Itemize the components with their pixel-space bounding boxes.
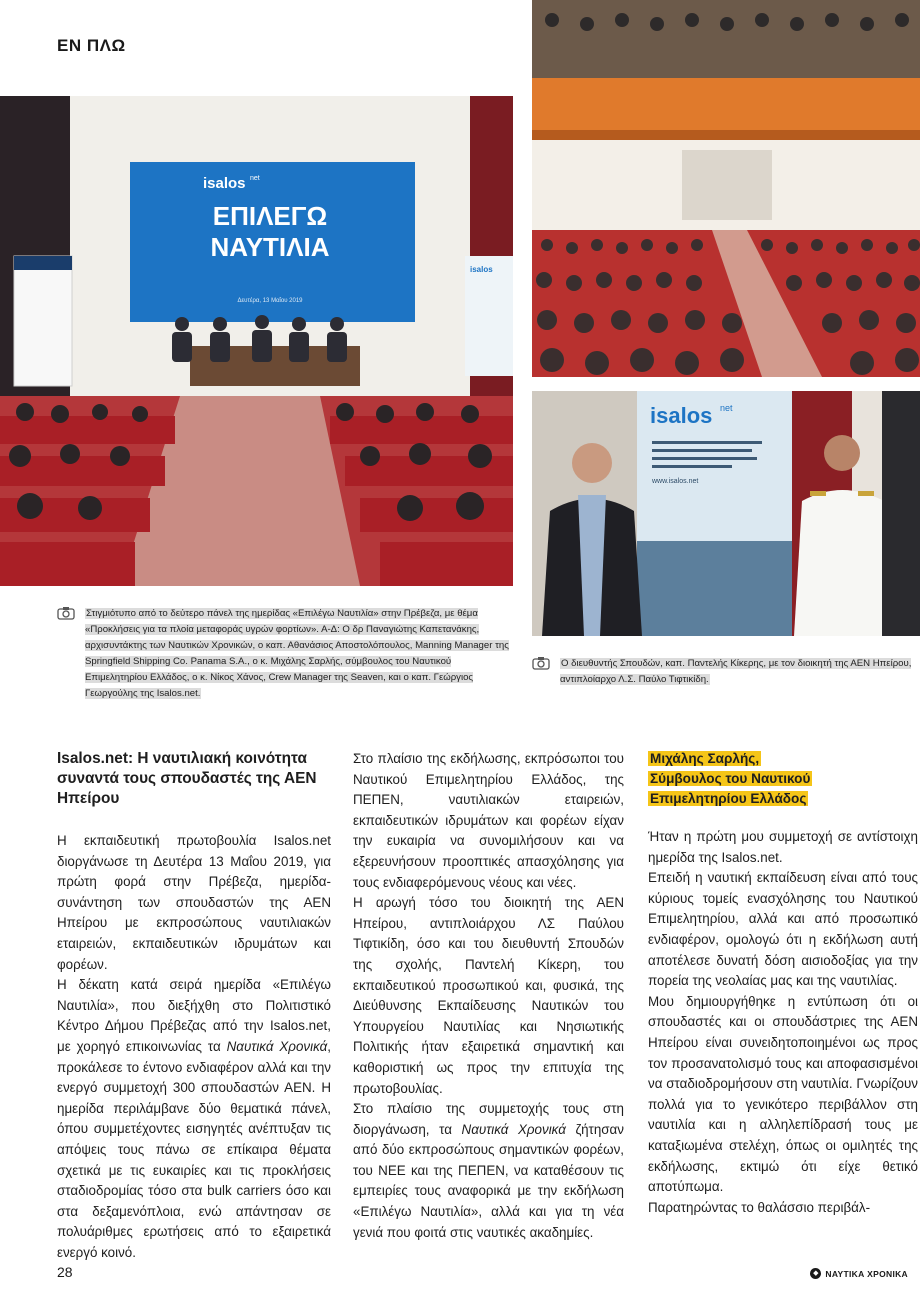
camera-icon (532, 656, 550, 670)
camera-icon (57, 606, 75, 620)
article-paragraph: Επειδή η ναυτική εκπαίδευση είναι από τους κύριους τομείς ενασχόλησης του Ναυτικού Επιμελητηρίου, αλλά και από προσωπικό ενδιαφέρον, ομολογώ ότι η εκδήλωση αυτή αποτέλεσε δυνατή δόση αισιοδοξίας για την πορεία της νεολαίας μας και της ναυτιλίας. (648, 870, 918, 989)
portrait-photo-scene (532, 391, 920, 636)
quote-role-line1: Σύμβουλος του Ναυτικού (650, 771, 811, 786)
banner-logo: isalos (650, 403, 713, 428)
article-paragraph: Μου δημιουργήθηκε η εντύπωση ότι οι σπουδαστές και οι σπουδάστριες της ΑΕΝ Ηπείρου είναι συνειδητοποιημένοι ως προς τον προσανατολισμό τους και αποφασισμένοι να σταδιοδρομήσουν στη ναυτιλία. Γνωρίζουν πολλά για το γενικότερο περιβάλλον στη ναυτιλία και η αλληλεπίδρασή τους με καταξιωμένα στελέχη, όπως οι ομιλητές της εκδήλωσης, εκτιμώ ότι είχε θετικό αποτύπωμα. (648, 993, 918, 1195)
article-paragraph: Στο πλαίσιο της συμμετοχής τους στη διοργάνωση, τα Ναυτικά Χρονικά ζήτησαν από δύο εκπροσώπους σημαντικών φορέων, του ΝΕΕ και της ΠΕΠΕΝ, να καταθέσουν τις εμπειρίες τους αναφορικά με την εκδήλωση «Επιλέγω Ναυτιλία», αλλά και για τη νέα γενιά που φοιτά στις ναυτικές ακαδημίες. (353, 1101, 624, 1240)
article-column-3 (648, 749, 918, 1218)
portrait-caption-text: Ο διευθυντής Σπουδών, καπ. Παντελής Κίκερης, με τον διοικητή της ΑΕΝ Ηπείρου, αντιπλοίαρχο Λ.Σ. Παύλο Τιφτικίδη. (560, 658, 912, 685)
banner-logo-sup: net (720, 403, 733, 413)
auditorium-photo-scene (532, 0, 920, 377)
panel-photo-scene (0, 96, 513, 586)
article-paragraph: Η δέκατη κατά σειρά ημερίδα «Επιλέγω Ναυτιλία», που διεξήχθη στο Πολιτιστικό Κέντρο Δήμου Πρέβεζας από την Isalos.net, με χορηγό επικοινωνίας τα Ναυτικά Χρονικά, προκάλεσε το έντονο ενδιαφέρον αλλά και την ενεργό συμμετοχή 300 σπουδαστών ΑΕΝ. Η ημερίδα περιλάμβανε δύο θεματικά πάνελ, όπου συμμετέχοντες εισηγητές ανέπτυξαν τις απόψεις τους πάνω σε επίκαιρα θέματα σχετικά με τις ευκαιρίες και τις προκλήσεις σταδιοδρομίας τόσο στα bulk carriers όσο και στα δεξαμενόπλοια, ενώ απάντησαν σε πολυάριθμες ερωτήσεις από το εξαιρετικά ενεργό κοινό. (57, 977, 331, 1260)
screen-logo: isalos (203, 175, 246, 192)
article-paragraph: Η αρωγή τόσο του διοικητή της ΑΕΝ Ηπείρου, αντιπλοιάρχου ΛΣ Παύλου Τιφτικίδη, όσο και του διευθυντή Σπουδών της σχολής, Παντελή Κίκερη, του εκπαιδευτικού προσωπικού και, φυσικά, της Διεύθυνσης Εκπαίδευσης Ναυτικών του Υπουργείου Ναυτιλίας και Νησιωτικής Πολιτικής ήταν εξαιρετικά σημαντική και καθοριστική ως προς την επιτυχία της πρωτοβουλίας. (353, 895, 624, 1096)
article-column-2 (353, 749, 624, 1243)
portrait-photo-caption (532, 656, 920, 688)
article-column-1 (57, 749, 331, 1263)
portrait-photo (532, 391, 920, 636)
brand-name: ΝΑΥΤΙΚΑ ΧΡΟΝΙΚΑ (825, 1268, 908, 1279)
article-heading: Isalos.net: Η ναυτιλιακή κοινότητα συναντά τους σπουδαστές της ΑΕΝ Ηπείρου (57, 750, 317, 807)
brand-logo-icon: ◆ (810, 1268, 821, 1279)
screen-logo-sup: net (250, 175, 260, 182)
screen-date: Δευτέρα, 13 Μαΐου 2019 (237, 298, 303, 304)
panel-caption-text: Στιγμιότυπο από το δεύτερο πάνελ της ημερίδας «Επιλέγω Ναυτιλία» στην Πρέβεζα, με θέμα «Προκλήσεις για τα πλοία μεταφοράς υγρών φορτίων». Α-Δ: Ο δρ Παναγιώτης Καπετανάκης, αρχισυντάκτης των Ναυτικών Χρονικών, ο καπ. Αθανάσιος Αποστολόπουλος, Manning Manager της Springfield Shipping Co. Panama S.A., ο κ. Μιχάλης Σαρλής, σύμβουλος του Ναυτικού Επιμελητηρίου Ελλάδος, ο κ. Νίκος Χάνος, Crew Manager της Seaven, και ο καπ. Γεώργιος Γεωργούλης της Isalos.net. (85, 608, 509, 699)
panel-photo-caption (57, 606, 513, 702)
section-label: ΕΝ ΠΛΩ (57, 36, 126, 55)
quote-name: Μιχάλης Σαρλής, (650, 751, 760, 766)
screen-title-line1: ΕΠΙΛΕΓΩ (212, 201, 328, 231)
panel-photo (0, 96, 513, 586)
article-paragraph: Η εκπαιδευτική πρωτοβουλία Isalos.net διοργάνωσε τη Δευτέρα 13 Μαΐου 2019, για πρώτη φορά στην Πρέβεζα, ημερίδα-συνάντηση των σπουδαστών της ΑΕΝ Ηπείρου με εκπροσώπους ναυτιλιακών εταιρειών, εκπαιδευτικών ιδρυμάτων και φορέων. (57, 833, 331, 972)
quote-title (648, 749, 918, 809)
screen-title-line2: ΝΑΥΤΙΛΙΑ (210, 232, 330, 262)
auditorium-photo (532, 0, 920, 377)
quote-role-line2: Επιμελητηρίου Ελλάδος (650, 791, 807, 806)
side-banner-text: isalos (470, 265, 493, 274)
article-paragraph: Ήταν η πρώτη μου συμμετοχή σε αντίστοιχη ημερίδα της Isalos.net. (648, 829, 918, 865)
banner-url: www.isalos.net (652, 478, 699, 485)
publication-brand (810, 1268, 908, 1279)
article-paragraph: Στο πλαίσιο της εκδήλωσης, εκπρόσωποι του Ναυτικού Επιμελητηρίου Ελλάδος, της ΠΕΠΕΝ, ναυτιλιακών εταιρειών, εκπαιδευτικών ιδρυμάτων και φορέων είχαν την ευκαιρία να συνομιλήσουν και να εξερευνήσουν προοπτικές απασχόλησης για τους ενδιαφερόμενους νέους και νέες. (353, 751, 624, 890)
article-paragraph: Παρατηρώντας το θαλάσσιο περιβάλ- (648, 1199, 871, 1215)
page-number: 28 (57, 1264, 73, 1280)
